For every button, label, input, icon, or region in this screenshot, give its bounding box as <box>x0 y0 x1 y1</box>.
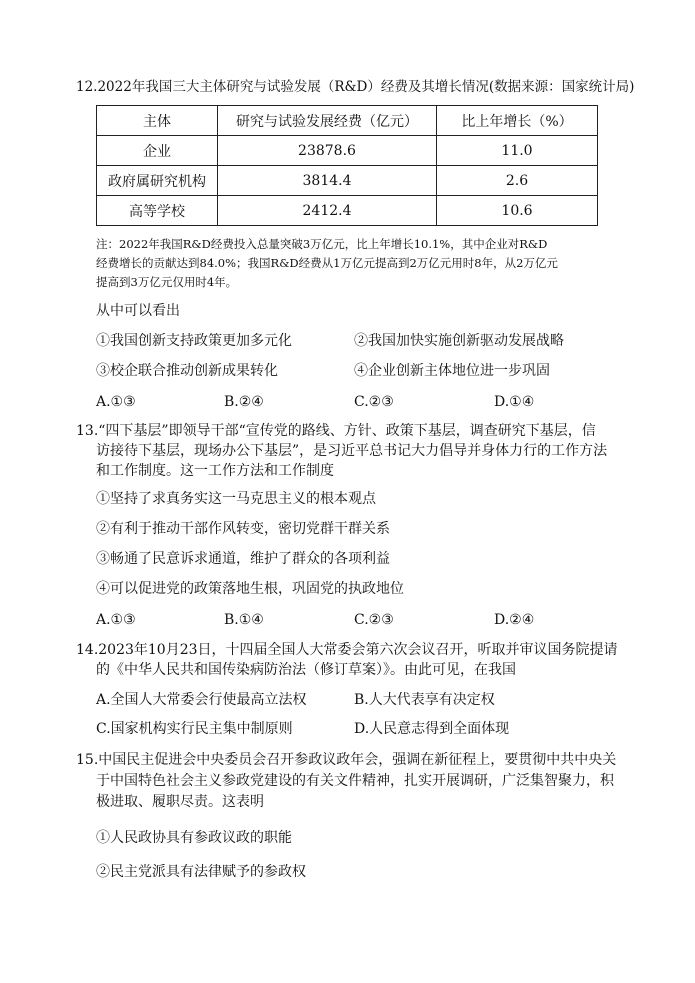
q12-statement: ①我国创新支持政策更加多元化 <box>96 333 292 349</box>
q13-option-d[interactable]: D.②④ <box>494 612 535 628</box>
table-row <box>97 136 598 166</box>
q12-stem: 从中可以看出 <box>96 303 180 319</box>
q15-stem-line: 极进取、履职尽责。这表明 <box>96 794 264 810</box>
q14-stem-line: 的《中华人民共和国传染病防治法（修订草案）》。由此可见，在我国 <box>96 662 516 678</box>
q12-statement: ②我国加快实施创新驱动发展战略 <box>354 333 564 349</box>
q13-stem-line: 访接待下基层，现场办公下基层”，是习近平总书记大力倡导并身体力行的工作方法 <box>96 443 608 459</box>
q15-stem-line: 于中国特色社会主义参政党建设的有关文件精神，扎实开展调研，广泛集智聚力，积 <box>96 773 614 789</box>
q12-statement: ④企业创新主体地位进一步巩固 <box>354 363 550 379</box>
table-cell: 23878.6 <box>218 136 437 166</box>
q13-stem-line: 和工作制度。这一工作方法和工作制度 <box>96 463 334 479</box>
q12-option-a[interactable]: A.①③ <box>96 394 136 410</box>
q13-statement: ④可以促进党的政策落地生根，巩固党的执政地位 <box>96 581 404 597</box>
rd-funding-table <box>96 105 598 226</box>
table-row <box>97 196 598 226</box>
table-cell: 2412.4 <box>218 196 437 226</box>
table-header-cell: 主体 <box>97 106 218 136</box>
table-header-cell: 比上年增长（%） <box>437 106 598 136</box>
table-cell: 11.0 <box>437 136 598 166</box>
q12-option-d[interactable]: D.①④ <box>494 394 535 410</box>
table-header-cell: 研究与试验发展经费（亿元） <box>218 106 437 136</box>
q12-title: 12.2022年我国三大主体研究与试验发展（R&D）经费及其增长情况(数据来源：国家统计局) <box>76 79 635 95</box>
q13-statement: ③畅通了民意诉求通道，维护了群众的各项利益 <box>96 551 390 567</box>
q12-option-c[interactable]: C.②③ <box>354 394 394 410</box>
table-cell: 企业 <box>97 136 218 166</box>
q15-statement: ①人民政协具有参政议政的职能 <box>96 830 292 846</box>
q14-option-a[interactable]: A.全国人大常委会行使最高立法权 <box>96 692 307 708</box>
q13-statement: ②有利于推动干部作风转变，密切党群干群关系 <box>96 521 390 537</box>
q15-stem-line: 15.中国民主促进会中央委员会召开参政议政年会，强调在新征程上，要贯彻中共中央关 <box>76 752 617 768</box>
table-cell: 高等学校 <box>97 196 218 226</box>
q13-option-a[interactable]: A.①③ <box>96 612 136 628</box>
q14-option-b[interactable]: B.人大代表享有决定权 <box>354 692 495 708</box>
q13-statement: ①坚持了求真务实这一马克思主义的根本观点 <box>96 491 376 507</box>
q13-option-b[interactable]: B.①④ <box>224 612 264 628</box>
table-row <box>97 166 598 196</box>
q15-statement: ②民主党派具有法律赋予的参政权 <box>96 864 306 880</box>
q13-stem-line: 13.“四下基层”即领导干部“宣传党的路线、方针、政策下基层，调查研究下基层，信 <box>76 423 596 439</box>
q12-note-line: 注：2022年我国R&D经费投入总量突破3万亿元，比上年增长10.1%，其中企业对R&D <box>96 237 548 251</box>
q13-option-c[interactable]: C.②③ <box>354 612 394 628</box>
table-cell: 2.6 <box>437 166 598 196</box>
table-header-row <box>97 106 598 136</box>
table-cell: 3814.4 <box>218 166 437 196</box>
q14-option-d[interactable]: D.人民意志得到全面体现 <box>354 721 510 737</box>
q14-option-c[interactable]: C.国家机构实行民主集中制原则 <box>96 721 293 737</box>
q12-statement: ③校企联合推动创新成果转化 <box>96 363 278 379</box>
q14-stem-line: 14.2023年10月23日，十四届全国人大常委会第六次会议召开，听取并审议国务院提请 <box>76 642 618 658</box>
q12-note-line: 经费增长的贡献达到84.0%；我国R&D经费从1万亿元提高到2万亿元用时8年，从2万亿元 <box>96 256 558 270</box>
q12-note-line: 提高到3万亿元仅用时4年。 <box>96 275 238 289</box>
table-cell: 10.6 <box>437 196 598 226</box>
q12-option-b[interactable]: B.②④ <box>224 394 264 410</box>
table-cell: 政府属研究机构 <box>97 166 218 196</box>
